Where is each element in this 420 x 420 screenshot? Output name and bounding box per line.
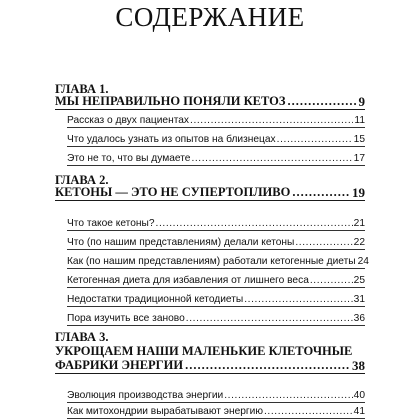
section-page-number: 21 (353, 218, 365, 229)
chapter-title: КЕТОНЫ — ЭТО НЕ СУПЕРТОПЛИВО (55, 185, 291, 199)
section-title: Рассказ о двух пациентах (67, 115, 190, 126)
section-entry[interactable] (67, 288, 365, 307)
section-title: Что удалось узнать из опытов на близнецах (67, 134, 276, 145)
section-page-number: 11 (354, 115, 365, 126)
chapter-title: ФАБРИКИ ЭНЕРГИИ (55, 358, 184, 372)
chapter-title: МЫ НЕПРАВИЛЬНО ПОНЯЛИ КЕТОЗ (55, 94, 286, 108)
dot-leader (156, 217, 353, 230)
chapter-title-line: УКРОЩАЕМ НАШИ МАЛЕНЬКИЕ КЛЕТОЧНЫЕ (55, 344, 353, 358)
section-entry[interactable] (67, 400, 365, 419)
chapter-page-number: 38 (352, 358, 365, 373)
section-title: Эволюция производства энергии (67, 390, 224, 401)
dot-leader (288, 94, 357, 109)
section-title: Кетогенная диета для избавления от лишнего веса (67, 275, 309, 286)
section-page-number: 17 (353, 153, 365, 164)
section-title: Пора изучить все заново (67, 313, 185, 324)
section-title: Как митохондрии вырабатывают энергию (67, 406, 263, 417)
dot-leader (264, 405, 353, 418)
dot-leader (292, 185, 350, 200)
section-title: Это не то, что вы думаете (67, 153, 191, 164)
chapter-page-number: 9 (358, 94, 365, 109)
section-entry[interactable] (67, 250, 369, 269)
chapter-number: ГЛАВА 1. (55, 82, 109, 96)
dot-leader (186, 312, 353, 325)
section-entry[interactable] (67, 109, 365, 128)
section-page-number: 40 (353, 390, 365, 401)
dot-leader (190, 114, 353, 127)
chapter-number: ГЛАВА 2. (55, 173, 109, 187)
section-page-number: 36 (353, 313, 365, 324)
dot-leader (295, 236, 352, 249)
section-entry[interactable] (67, 269, 365, 288)
section-entry[interactable] (67, 212, 365, 231)
section-entry[interactable] (67, 128, 365, 147)
section-title: Что такое кетоны? (67, 218, 155, 229)
dot-leader (185, 358, 350, 373)
dot-leader (277, 133, 353, 146)
section-page-number: 24 (357, 256, 369, 267)
dot-leader (191, 152, 352, 165)
page-title: СОДЕРЖАНИЕ (115, 2, 305, 32)
section-title: Недостатки традиционной кетодиеты (67, 294, 244, 305)
section-entry[interactable] (67, 147, 365, 166)
section-title: Как (по нашим представлениям) работали кетогенные диеты (67, 256, 356, 267)
chapter-page-number: 19 (352, 185, 365, 200)
dot-leader (244, 293, 352, 306)
chapter-number: ГЛАВА 3. (55, 330, 109, 344)
section-page-number: 31 (353, 294, 365, 305)
section-title: Что (по нашим представлениям) делали кетоны (67, 237, 295, 248)
section-page-number: 22 (353, 237, 365, 248)
chapter-title-entry[interactable] (55, 356, 365, 374)
chapter-title-entry[interactable] (55, 183, 365, 201)
dot-leader (310, 274, 353, 287)
chapter-title-entry[interactable] (55, 92, 365, 110)
section-entry[interactable] (67, 231, 365, 250)
section-page-number: 41 (353, 406, 365, 417)
section-page-number: 25 (353, 275, 365, 286)
section-page-number: 15 (353, 134, 365, 145)
section-entry[interactable] (67, 307, 365, 326)
